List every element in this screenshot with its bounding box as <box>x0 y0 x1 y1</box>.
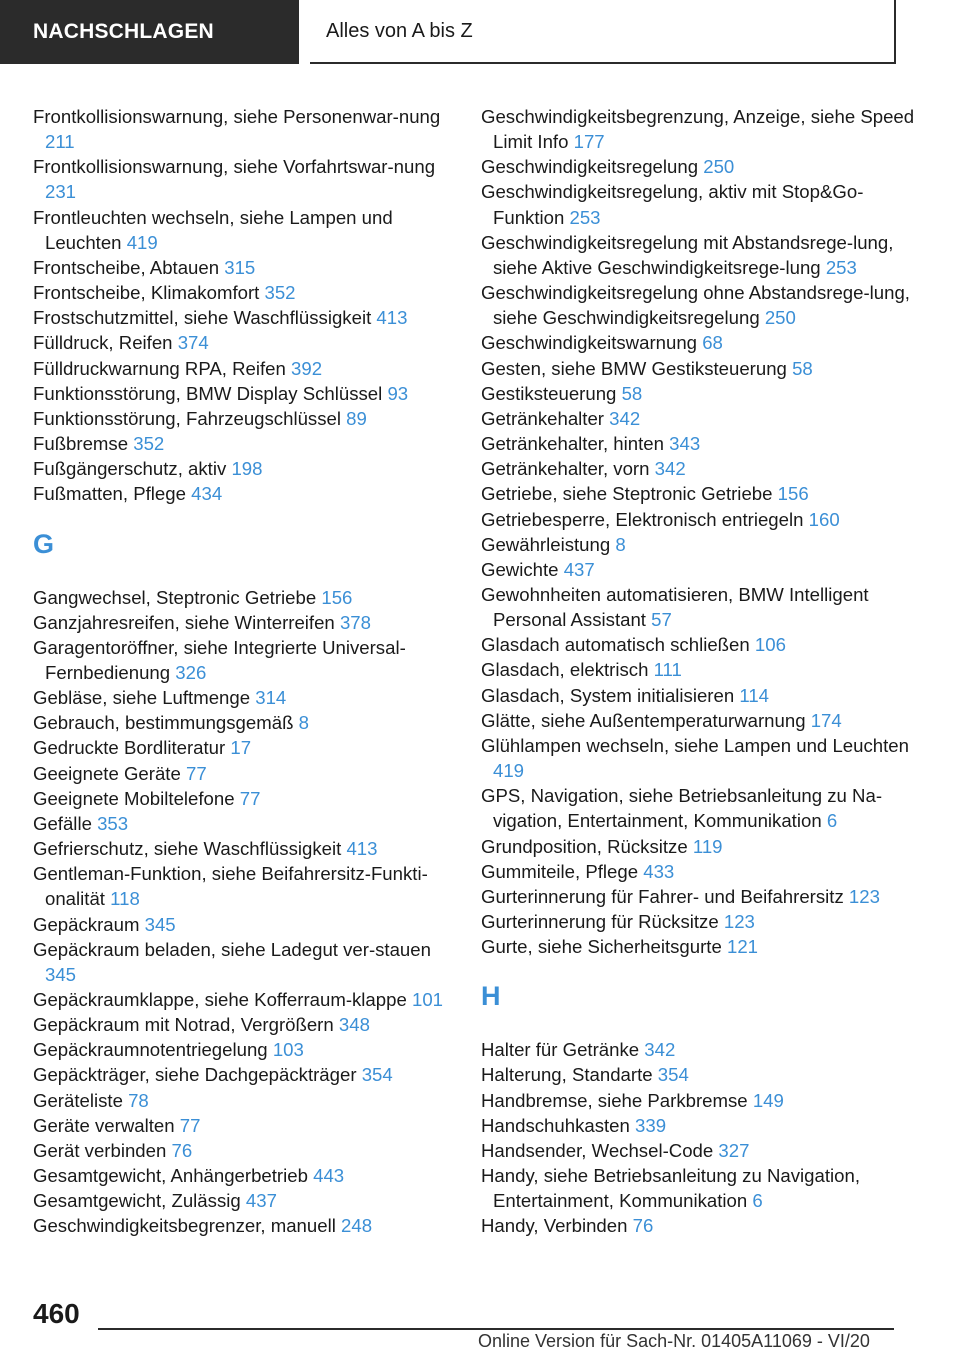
index-entry <box>481 1062 931 1087</box>
index-entry-text: Geräteliste <box>33 1089 123 1111</box>
index-entry-text: Gedruckte Bordliteratur <box>33 737 226 759</box>
index-page-link[interactable]: 413 <box>376 307 408 329</box>
index-entry-text: Gepäckträger, siehe Dachgepäckträger <box>33 1064 357 1086</box>
index-column-left <box>33 104 453 1239</box>
index-entry <box>33 1188 453 1213</box>
index-page-link[interactable]: 437 <box>563 558 595 580</box>
index-entry <box>481 909 931 934</box>
index-page-link[interactable]: 231 <box>45 181 77 203</box>
index-entry <box>33 710 453 735</box>
index-entry-text: Geschwindigkeitsregelung mit Abstandsrege-lung, siehe Aktive Geschwindigkeitsrege-lung <box>481 231 894 278</box>
index-page-link[interactable]: 413 <box>346 838 378 860</box>
index-entry <box>481 884 931 909</box>
index-page-link[interactable]: 149 <box>752 1089 784 1111</box>
index-page-link[interactable]: 342 <box>609 407 641 429</box>
index-entry-text: Gurte, siehe Sicherheitsgurte <box>481 936 722 958</box>
index-entry-text: Gesten, siehe BMW Gestiksteuerung <box>481 357 787 379</box>
index-entry-text: Frontkollisionswarnung, siehe Vorfahrtswar-nung <box>33 156 436 178</box>
index-page-link[interactable]: 419 <box>493 760 525 782</box>
index-entry-text: Glasdach, elektrisch <box>481 659 649 681</box>
index-entry <box>481 330 931 355</box>
index-entry-text: Funktionsstörung, Fahrzeugschlüssel <box>33 407 341 429</box>
index-entry-text: Halterung, Standarte <box>481 1064 653 1086</box>
index-entry <box>33 205 453 255</box>
index-page-link[interactable]: 443 <box>313 1165 345 1187</box>
index-entry <box>33 937 453 987</box>
index-entry <box>33 1213 453 1238</box>
index-entry <box>481 1113 931 1138</box>
index-page-link[interactable]: 253 <box>569 206 601 228</box>
index-page-link[interactable]: 345 <box>144 913 176 935</box>
index-entry <box>481 179 931 229</box>
index-entry <box>33 431 453 456</box>
index-entry <box>481 104 931 154</box>
index-entry <box>33 1113 453 1138</box>
index-entry <box>33 104 453 154</box>
index-entry <box>33 1088 453 1113</box>
index-entry-text: Frontscheibe, Abtauen <box>33 256 220 278</box>
index-page-link[interactable]: 326 <box>175 661 207 683</box>
index-entry <box>33 381 453 406</box>
index-page-link[interactable]: 374 <box>177 332 209 354</box>
index-entry-text: Fülldruckwarnung RPA, Reifen <box>33 357 286 379</box>
index-entry-text: Gesamtgewicht, Anhängerbetrieb <box>33 1165 308 1187</box>
index-entry <box>481 859 931 884</box>
index-page-link[interactable]: 103 <box>272 1039 304 1061</box>
index-page-link[interactable]: 352 <box>133 433 165 455</box>
index-entry-text: Frontleuchten wechseln, siehe Lampen und Leuchten <box>33 206 393 253</box>
index-entry <box>481 456 931 481</box>
index-entry <box>481 657 931 682</box>
index-entry-text: Gepäckraum <box>33 913 140 935</box>
index-page-link[interactable]: 6 <box>752 1190 763 1212</box>
index-page-link[interactable]: 354 <box>657 1064 689 1086</box>
index-letter-heading: G <box>33 528 55 559</box>
index-letter-heading: H <box>481 981 501 1012</box>
index-entry-text: Gepäckraumklappe, siehe Kofferraum-klappe <box>33 989 407 1010</box>
index-page-link[interactable]: 156 <box>321 586 353 608</box>
index-entry-text: Gestiksteuerung <box>481 382 617 404</box>
index-entry <box>33 761 453 786</box>
index-entry-text: Geschwindigkeitsregelung ohne Abstandsrege-lung, siehe Geschwindigkeitsregelung <box>481 282 910 329</box>
index-page-link[interactable]: 248 <box>341 1215 373 1237</box>
index-column-right <box>481 104 931 1239</box>
index-page-link[interactable]: 77 <box>186 762 207 784</box>
index-entry-text: Fülldruck, Reifen <box>33 332 173 354</box>
index-entry <box>481 834 931 859</box>
index-page-link[interactable]: 345 <box>45 963 77 985</box>
index-entry <box>33 456 453 481</box>
index-entry <box>481 1037 931 1062</box>
index-page-link[interactable]: 76 <box>171 1139 193 1161</box>
index-entry <box>481 406 931 431</box>
index-entry-text: Gewichte <box>481 558 559 580</box>
index-page-link[interactable]: 156 <box>777 483 809 505</box>
index-entry <box>33 356 453 381</box>
index-entry-text: Ganzjahresreifen, siehe Winterreifen <box>33 611 335 633</box>
index-page-link[interactable]: 68 <box>702 332 723 354</box>
index-page-link[interactable]: 392 <box>291 357 323 379</box>
index-page-link[interactable]: 111 <box>653 659 682 681</box>
index-entry-text: Gepäckraum mit Notrad, Vergrößern <box>33 1014 334 1036</box>
index-entry-text: Glasdach automatisch schließen <box>481 634 750 656</box>
header-title-box <box>310 0 896 64</box>
index-page-link[interactable]: 160 <box>808 508 840 530</box>
index-entry-text: Handy, Verbinden <box>481 1215 628 1237</box>
index-entry <box>33 305 453 330</box>
footer-rule <box>98 1328 894 1330</box>
index-entry-text: Geschwindigkeitsbegrenzung, Anzeige, siehe Speed Limit Info <box>481 106 915 153</box>
index-entry-text: Garagentoröffner, siehe Integrierte Universal-Fernbedienung <box>33 636 406 683</box>
index-page-link[interactable]: 57 <box>651 609 672 631</box>
index-entry-text: Gewährleistung <box>481 533 611 555</box>
index-entry <box>33 811 453 836</box>
index-page-link[interactable]: 354 <box>361 1064 393 1086</box>
index-page-link[interactable]: 327 <box>718 1139 750 1161</box>
index-page-link[interactable]: 6 <box>826 810 838 832</box>
index-entry-text: Getriebe, siehe Steptronic Getriebe <box>481 483 773 505</box>
index-entry <box>33 255 453 280</box>
section-title: NACHSCHLAGEN <box>33 20 214 43</box>
index-entry <box>481 431 931 456</box>
index-entry-text: Handbremse, siehe Parkbremse <box>481 1089 748 1111</box>
index-page-link[interactable]: 353 <box>97 812 129 834</box>
index-entry-text: Glühlampen wechseln, siehe Lampen und Leuchten <box>481 734 909 756</box>
index-page-link[interactable]: 123 <box>848 885 880 907</box>
index-group-g-continued <box>481 104 931 959</box>
index-entry-text: Gentleman-Funktion, siehe Beifahrersitz-Funkti-onalität <box>33 863 428 910</box>
index-entry <box>33 280 453 305</box>
index-entry-text: Handschuhkasten <box>481 1114 630 1136</box>
index-entry <box>481 356 931 381</box>
index-entry-text: Gefälle <box>33 812 92 834</box>
index-entry <box>33 836 453 861</box>
index-page-link[interactable]: 315 <box>224 256 256 278</box>
index-entry-text: Frontkollisionswarnung, siehe Personenwar-nung <box>33 106 441 127</box>
index-entry <box>481 1163 931 1213</box>
index-page-link[interactable]: 419 <box>126 231 158 253</box>
index-entry <box>481 683 931 708</box>
index-page-link[interactable]: 342 <box>654 458 686 480</box>
index-page-link[interactable]: 348 <box>338 1014 370 1036</box>
index-entry <box>33 635 453 685</box>
index-entry-text: Fußmatten, Pflege <box>33 483 186 505</box>
index-entry <box>481 783 931 833</box>
index-entry <box>481 1213 931 1238</box>
index-page-link[interactable]: 434 <box>191 483 223 505</box>
footer-page-number: 460 <box>33 1298 80 1329</box>
index-page-link[interactable]: 93 <box>387 382 409 404</box>
index-entry-text: Handsender, Wechsel-Code <box>481 1139 714 1161</box>
index-entry-text: Geeignete Geräte <box>33 762 181 784</box>
index-entry <box>33 1163 453 1188</box>
index-group-h <box>481 1037 931 1238</box>
index-page-link[interactable]: 352 <box>264 282 296 304</box>
index-entry-text: Glasdach, System initialisieren <box>481 684 735 706</box>
index-entry-text: Gewohnheiten automatisieren, BMW Intelligent Personal Assistant <box>481 583 869 631</box>
index-entry <box>481 934 931 959</box>
index-entry-text: Gebrauch, bestimmungsgemäß <box>33 712 294 734</box>
index-entry-text: Gangwechsel, Steptronic Getriebe <box>33 586 317 608</box>
index-entry-text: Gepäckraumnotentriegelung <box>33 1039 268 1061</box>
index-entry <box>33 786 453 811</box>
index-page-link[interactable]: 177 <box>573 131 605 153</box>
index-page-link[interactable]: 17 <box>230 737 252 759</box>
index-entry-text: Gefrierschutz, siehe Waschflüssigkeit <box>33 838 342 860</box>
index-entry-text: Getränkehalter, hinten <box>481 433 664 455</box>
index-page-link[interactable]: 8 <box>615 533 626 555</box>
index-entry-text: Fußbremse <box>33 433 129 455</box>
index-entry <box>33 1138 453 1163</box>
header-divider <box>299 0 310 64</box>
index-entry-text: Frontscheibe, Klimakomfort <box>33 282 260 304</box>
index-page-link[interactable]: 118 <box>110 888 140 910</box>
index-entry <box>481 1138 931 1163</box>
index-entry <box>33 685 453 710</box>
index-entry <box>481 532 931 557</box>
index-page-link[interactable]: 433 <box>643 860 675 882</box>
index-entry <box>33 154 453 204</box>
index-entry <box>481 154 931 179</box>
index-page-link[interactable]: 378 <box>339 611 371 633</box>
index-entry-text: Getriebesperre, Elektronisch entriegeln <box>481 508 804 530</box>
index-entry <box>481 557 931 582</box>
page-title: Alles von A bis Z <box>326 19 473 42</box>
index-entry-text: Geschwindigkeitsregelung, aktiv mit Stop&Go-Funktion <box>481 181 864 228</box>
index-entry <box>481 507 931 532</box>
index-entry <box>33 406 453 431</box>
index-entry-text: Geschwindigkeitsbegrenzer, manuell <box>33 1215 336 1237</box>
index-entry <box>481 708 931 733</box>
index-page-link[interactable]: 198 <box>231 458 263 480</box>
index-page-link[interactable]: 78 <box>128 1089 149 1111</box>
index-page-link[interactable]: 211 <box>45 131 75 153</box>
index-entry-text: Handy, siehe Betriebsanleitung zu Navigation, Entertainment, Kommunikation <box>481 1165 860 1212</box>
index-page-link[interactable]: 250 <box>764 307 796 329</box>
index-page-link[interactable]: 314 <box>255 687 287 709</box>
index-page-link[interactable]: 76 <box>632 1215 654 1237</box>
index-entry-text: GPS, Navigation, siehe Betriebsanleitung zu Na-vigation, Entertainment, Kommunikation <box>481 785 883 832</box>
index-entry-text: Gebläse, siehe Luftmenge <box>33 687 251 709</box>
index-entry-text: Grundposition, Rücksitze <box>481 835 688 857</box>
index-page-link[interactable]: 101 <box>411 989 444 1010</box>
index-entry <box>481 280 931 330</box>
index-page-link[interactable]: 437 <box>245 1190 277 1212</box>
index-entry <box>481 632 931 657</box>
index-entry-text: Gummiteile, Pflege <box>481 860 639 882</box>
index-page-link[interactable]: 8 <box>298 712 309 734</box>
index-entry <box>33 585 453 610</box>
index-group-f <box>33 104 453 507</box>
index-entry <box>33 1037 453 1062</box>
index-page-link[interactable]: 106 <box>754 634 786 656</box>
index-entry-text: Geeignete Mobiltelefone <box>33 787 235 809</box>
index-entry <box>481 230 931 280</box>
index-entry-text: Halter für Getränke <box>481 1039 640 1061</box>
index-entry <box>481 481 931 506</box>
index-page-link[interactable]: 119 <box>692 835 723 857</box>
index-entry <box>33 987 453 1012</box>
index-entry-text: Geschwindigkeitswarnung <box>481 332 698 354</box>
index-entry <box>33 861 453 911</box>
index-entry-text: Getränkehalter <box>481 407 604 429</box>
index-entry <box>33 610 453 635</box>
index-entry <box>481 1088 931 1113</box>
index-page-link[interactable]: 342 <box>644 1039 676 1061</box>
index-entry <box>33 735 453 760</box>
index-page-link[interactable]: 89 <box>346 407 367 429</box>
index-page-link[interactable]: 250 <box>703 156 735 178</box>
index-page-link[interactable]: 121 <box>726 936 759 958</box>
index-entry-text: Gurterinnerung für Rücksitze <box>481 911 719 932</box>
index-entry <box>33 1012 453 1037</box>
index-entry <box>481 582 931 632</box>
index-page-link[interactable]: 253 <box>825 256 857 278</box>
index-entry <box>33 330 453 355</box>
index-entry-text: Funktionsstörung, BMW Display Schlüssel <box>33 382 383 404</box>
index-page-link[interactable]: 114 <box>739 684 770 706</box>
index-page-link[interactable]: 123 <box>723 911 755 932</box>
index-entry-text: Gurterinnerung für Fahrer- und Beifahrersitz <box>481 885 844 907</box>
index-entry <box>33 912 453 937</box>
index-entry <box>481 381 931 406</box>
index-entry-text: Gesamtgewicht, Zulässig <box>33 1190 241 1212</box>
index-entry-text: Geschwindigkeitsregelung <box>481 156 699 178</box>
index-entry <box>481 733 931 783</box>
footer-online-version: Online Version für Sach-Nr. 01405A11069 - VI/20 <box>478 1331 870 1351</box>
index-entry-text: Fußgängerschutz, aktiv <box>33 458 227 480</box>
index-entry-text: Gepäckraum beladen, siehe Ladegut ver-stauen <box>33 938 431 960</box>
index-entry-text: Getränkehalter, vorn <box>481 458 650 480</box>
index-entry-text: Frostschutzmittel, siehe Waschflüssigkeit <box>33 307 372 329</box>
index-entry-text: Glätte, siehe Außentemperaturwarnung <box>481 709 806 731</box>
index-page-link[interactable]: 174 <box>810 709 842 731</box>
index-page-link[interactable]: 58 <box>621 382 643 404</box>
index-page-link[interactable]: 58 <box>792 357 813 379</box>
index-entry <box>33 481 453 506</box>
index-page-link[interactable]: 339 <box>635 1114 667 1136</box>
index-page-link[interactable]: 343 <box>669 433 701 455</box>
index-entry-text: Gerät verbinden <box>33 1139 167 1161</box>
index-entry-text: Geräte verwalten <box>33 1114 175 1136</box>
index-entry <box>33 1062 453 1087</box>
index-page-link[interactable]: 77 <box>179 1114 201 1136</box>
section-tab <box>0 0 299 64</box>
index-group-g <box>33 585 453 1239</box>
index-page-link[interactable]: 77 <box>239 787 261 809</box>
